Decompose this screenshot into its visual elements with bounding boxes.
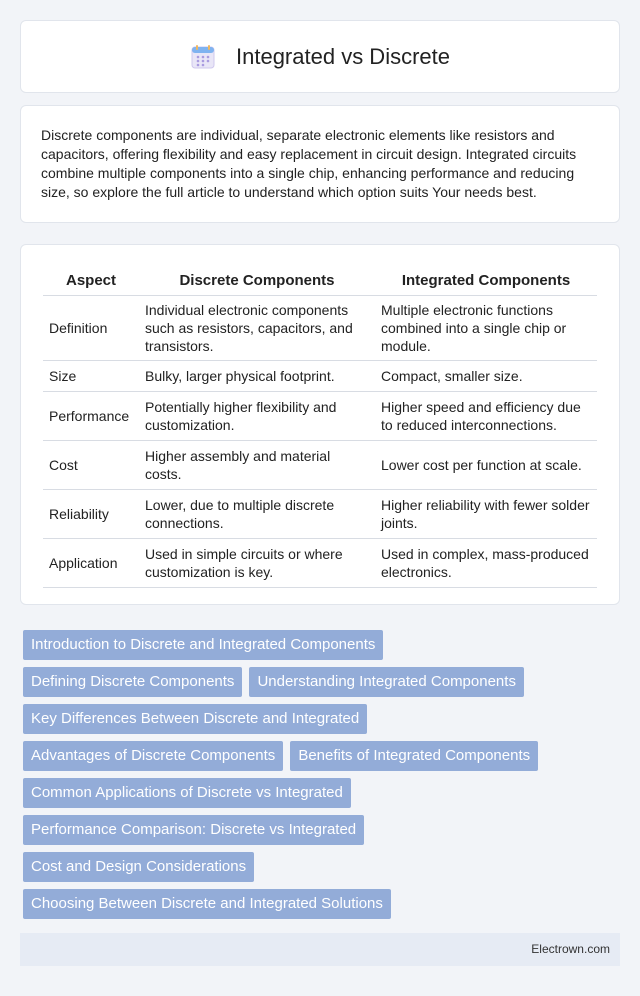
calendar-icon [190,44,216,70]
table-cell-discrete: Used in simple circuits or where customization is key. [139,539,375,588]
table-cell-aspect: Performance [43,392,139,441]
table-header-row [43,265,597,296]
header-discrete: Discrete Components [139,265,375,296]
header-aspect: Aspect [43,265,139,296]
table-cell-discrete: Lower, due to multiple discrete connections. [139,490,375,539]
table-cell-integrated: Compact, smaller size. [375,361,597,392]
tag-benefits-integrated[interactable]: Benefits of Integrated Components [290,741,538,771]
table-cell-discrete: Individual electronic components such as resistors, capacitors, and transistors. [139,296,375,361]
footer-source: Electrown.com [531,942,610,956]
table-cell-integrated: Higher speed and efficiency due to reduced interconnections. [375,392,597,441]
intro-card [20,105,620,223]
table-row [43,441,597,490]
footer [20,933,620,966]
table-cell-integrated: Higher reliability with fewer solder joints. [375,490,597,539]
tag-understanding-integrated[interactable]: Understanding Integrated Components [249,667,524,697]
tag-key-differences[interactable]: Key Differences Between Discrete and Integrated [23,704,367,734]
table-cell-integrated: Lower cost per function at scale. [375,441,597,490]
table-cell-aspect: Definition [43,296,139,361]
intro-text: Discrete components are individual, separate electronic elements like resistors and capacitors, offering flexibility and easy replacement in circuit design. Integrated circuits combine multiple components into a single chip, enhancing performance and reducing size, so explore the full article to understand which option suits Your needs best. [41,127,577,200]
table-cell-discrete: Higher assembly and material costs. [139,441,375,490]
table-cell-aspect: Reliability [43,490,139,539]
tag-common-applications[interactable]: Common Applications of Discrete vs Integrated [23,778,351,808]
table-row [43,296,597,361]
table-row [43,539,597,588]
topic-tags [23,630,623,926]
tag-cost-design[interactable]: Cost and Design Considerations [23,852,254,882]
table-cell-discrete: Bulky, larger physical footprint. [139,361,375,392]
page-title: Integrated vs Discrete [236,43,450,69]
tag-performance-comparison[interactable]: Performance Comparison: Discrete vs Integrated [23,815,364,845]
header-integrated: Integrated Components [375,265,597,296]
table-cell-integrated: Used in complex, mass-produced electronics. [375,539,597,588]
title-card [20,20,620,93]
tag-choosing-solutions[interactable]: Choosing Between Discrete and Integrated Solutions [23,889,391,919]
comparison-table [43,265,597,588]
table-row [43,490,597,539]
table-cell-aspect: Cost [43,441,139,490]
table-cell-aspect: Application [43,539,139,588]
table-cell-discrete: Potentially higher flexibility and customization. [139,392,375,441]
table-cell-integrated: Multiple electronic functions combined into a single chip or module. [375,296,597,361]
comparison-table-card [20,244,620,605]
tag-advantages-discrete[interactable]: Advantages of Discrete Components [23,741,283,771]
tag-introduction[interactable]: Introduction to Discrete and Integrated Components [23,630,383,660]
table-row [43,392,597,441]
tag-defining-discrete[interactable]: Defining Discrete Components [23,667,242,697]
table-row [43,361,597,392]
table-cell-aspect: Size [43,361,139,392]
